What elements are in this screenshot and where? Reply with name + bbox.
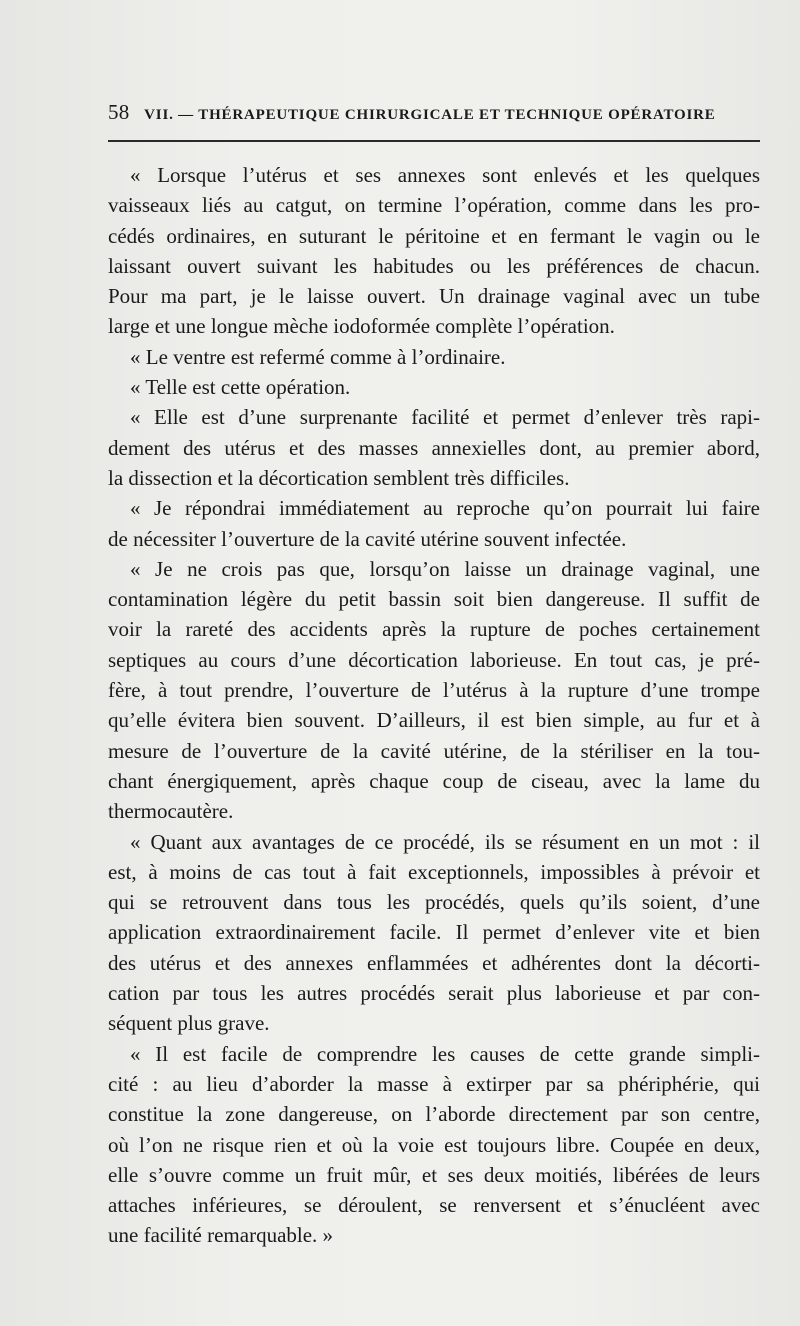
text-line: « Je ne crois pas que, lorsqu’on laisse un drainage vaginal, une [130, 556, 760, 581]
text-line: la dissection et la décortication semblent très difficiles. [108, 465, 570, 490]
text-line: est, à moins de cas tout à fait exceptionnels, impossibles à prévoir et [108, 859, 760, 884]
text-line: thermocautère. [108, 799, 234, 824]
text-line: séquent plus grave. [108, 1011, 270, 1036]
running-title: VII. — THÉRAPEUTIQUE CHIRURGICALE ET TECHNIQUE OPÉRATOIRE [144, 107, 716, 123]
text-line: contamination légère du petit bassin soit bien dangereuse. Il suffit de [108, 587, 760, 612]
header-rule [108, 140, 760, 142]
text-line: dement des utérus et des masses annexielles dont, au premier abord, [108, 435, 760, 460]
text-line: septiques au cours d’une décortication laborieuse. En tout cas, je pré- [108, 647, 760, 672]
text-line: « Elle est d’une surprenante facilité et permet d’enlever très rapi- [130, 405, 760, 430]
text-line: cédés ordinaires, en suturant le péritoine et en fermant le vagin ou le [108, 223, 760, 248]
text-line: mesure de l’ouverture de la cavité utérine, de la stériliser en la tou- [108, 738, 760, 763]
text-line: « Il est facile de comprendre les causes de cette grande simpli- [130, 1041, 760, 1066]
text-line: elle s’ouvre comme un fruit mûr, et ses deux moitiés, libérées de leurs [108, 1162, 760, 1187]
text-line: où l’on ne risque rien et où la voie est toujours libre. Coupée en deux, [108, 1132, 760, 1157]
text-line: laissant ouvert suivant les habitudes ou les préférences de chacun. [108, 253, 760, 278]
text-line: fère, à tout prendre, l’ouverture de l’utérus à la rupture d’une trompe [108, 678, 760, 703]
page-number: 58 [108, 100, 130, 124]
text-line: voir la rareté des accidents après la rupture de poches certainement [108, 617, 760, 642]
body-text [108, 160, 760, 1251]
text-line: des utérus et des annexes enflammées et adhérentes dont la décorti- [108, 950, 760, 975]
text-line: « Telle est cette opération. [130, 375, 351, 400]
text-line: une facilité remarquable. » [108, 1223, 334, 1248]
text-line: Pour ma part, je le laisse ouvert. Un drainage vaginal avec un tube [108, 284, 760, 309]
text-line: « Je répondrai immédiatement au reproche qu’on pourrait lui faire [130, 496, 760, 521]
text-line: de nécessiter l’ouverture de la cavité utérine souvent infectée. [108, 526, 627, 551]
text-line: vaisseaux liés au catgut, on termine l’opération, comme dans les pro- [108, 193, 760, 218]
text-line: attaches inférieures, se déroulent, se renversent et s’énucléent avec [108, 1193, 760, 1218]
running-header [108, 100, 758, 125]
text-line: chant énergiquement, après chaque coup de ciseau, avec la lame du [108, 768, 760, 793]
text-line: « Quant aux avantages de ce procédé, ils se résument en un mot : il [130, 829, 760, 854]
text-line: cation par tous les autres procédés serait plus laborieuse et par con- [108, 981, 760, 1006]
text-line: constitue la zone dangereuse, on l’aborde directement par son centre, [108, 1102, 760, 1127]
text-line: cité : au lieu d’aborder la masse à extirper par sa phériphérie, qui [108, 1071, 760, 1096]
text-line: qu’elle évitera bien souvent. D’ailleurs, il est bien simple, au fur et à [108, 708, 760, 733]
text-line: « Le ventre est refermé comme à l’ordinaire. [130, 344, 506, 369]
text-line: qui se retrouvent dans tous les procédés, quels qu’ils soient, d’une [108, 890, 760, 915]
text-line: large et une longue mèche iodoformée complète l’opération. [108, 314, 615, 339]
text-line: « Lorsque l’utérus et ses annexes sont enlevés et les quelques [130, 163, 760, 187]
text-line: application extraordinairement facile. Il permet d’enlever vite et bien [108, 920, 760, 945]
